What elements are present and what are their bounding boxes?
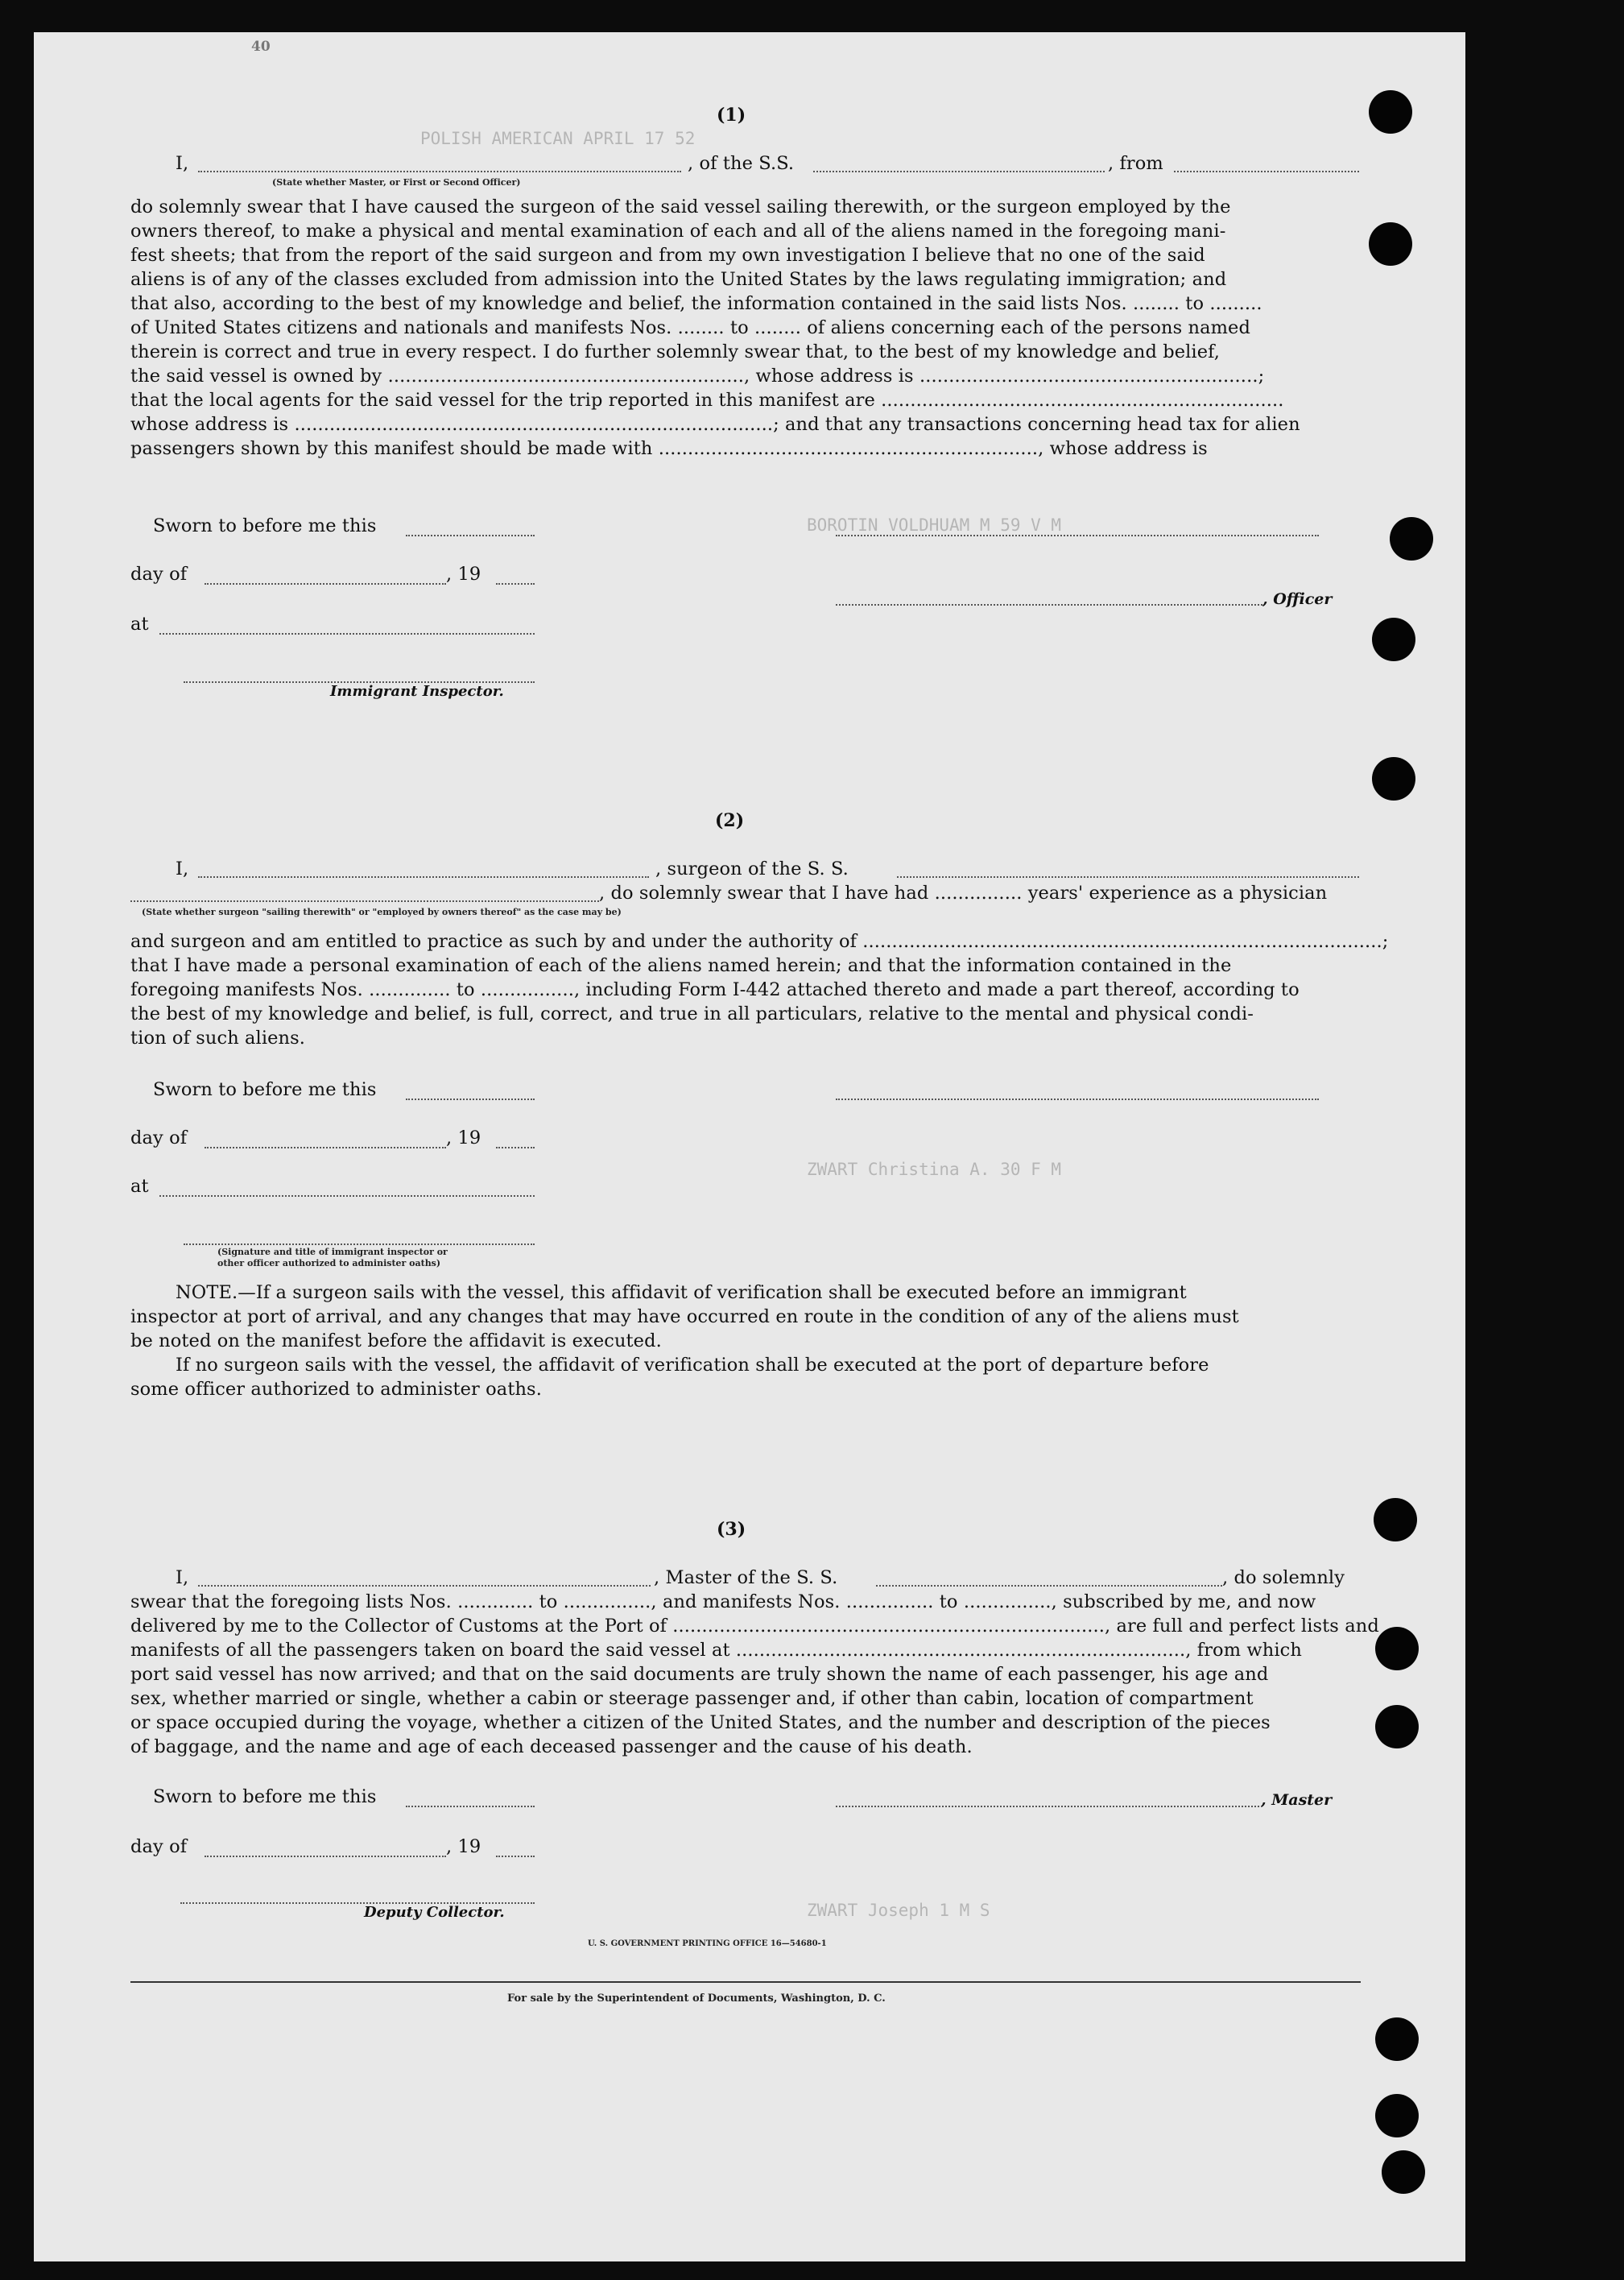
s2-body-line: tion of such aliens. <box>130 1028 306 1049</box>
s3-gpo-imprint: U. S. GOVERNMENT PRINTING OFFICE 16—54680-1 <box>588 1939 827 1948</box>
s3-year-field <box>496 1856 535 1857</box>
bleed-through-text: POLISH AMERICAN APRIL 17 52 <box>420 129 696 148</box>
s2-note-line: be noted on the manifest before the affidavit is executed. <box>130 1330 662 1351</box>
s1-inspector-label: Immigrant Inspector. <box>330 683 504 700</box>
s2-surgeon-of: , surgeon of the S. S. <box>655 859 849 879</box>
s1-officer-name-field <box>198 171 681 172</box>
s1-body-line: of United States citizens and nationals and manifests Nos. ........ to ........ of aliens concerning each of the persons named <box>130 317 1250 338</box>
s1-body-line: therein is correct and true in every respect. I do further solemnly swear that, to the best of my knowledge and belief, <box>130 341 1221 362</box>
bleed-through-text: ZWART Christina A. 30 F M <box>807 1160 1062 1179</box>
s2-note-line: If no surgeon sails with the vessel, the affidavit of verification shall be executed at the port of departure before <box>176 1355 1209 1376</box>
s3-body-line: sex, whether married or single, whether a cabin or steerage passenger and, if other than cabin, location of compartment <box>130 1688 1254 1709</box>
s1-body-line: the said vessel is owned by ............................................................., whose address is ..........................................................; <box>130 366 1265 387</box>
s3-intro: I, <box>176 1567 189 1588</box>
s2-note-line: NOTE.—If a surgeon sails with the vessel, this affidavit of verification shall be executed before an immigrant <box>176 1282 1187 1303</box>
s2-surgeon-status-field <box>130 900 599 902</box>
s1-nineteen: , 19 <box>446 564 481 585</box>
section-3-number: (3) <box>717 1519 746 1540</box>
s3-day-field <box>205 1856 446 1857</box>
s2-surgeon-note: (State whether surgeon "sailing therewith" or "employed by owners thereof" as the case may be) <box>142 907 622 917</box>
s1-from: , from <box>1108 153 1163 174</box>
s3-body-line: of baggage, and the name and age of each deceased passenger and the cause of his death. <box>130 1736 973 1757</box>
s2-body-line: foregoing manifests Nos. .............. to ................, including Form I-442 attached thereto and made a part thereof, according to <box>130 979 1300 1000</box>
s3-solemnly: , do solemnly <box>1222 1567 1345 1588</box>
s2-day-field <box>205 1147 446 1148</box>
s1-at: at <box>130 614 149 635</box>
s1-from-field <box>1174 171 1359 172</box>
s1-sworn-field <box>406 535 535 536</box>
document-page <box>34 32 1465 2261</box>
s2-surgeon-signature-line <box>836 1099 1319 1100</box>
section-2-number: (2) <box>715 810 745 831</box>
s2-day-of: day of <box>130 1128 188 1148</box>
s3-body-line: delivered by me to the Collector of Customs at the Port of .........................................................................., are full and perfect lists and <box>130 1616 1379 1637</box>
s2-vessel-field <box>897 876 1359 878</box>
s3-sworn-field <box>406 1806 535 1807</box>
s2-body-line: the best of my knowledge and belief, is full, correct, and true in all particulars, relative to the mental and physical condi- <box>130 1003 1254 1024</box>
s2-sworn: Sworn to before me this <box>153 1079 377 1100</box>
s3-nineteen: , 19 <box>446 1836 481 1857</box>
s1-body-line: that the local agents for the said vessel for the trip reported in this manifest are ..................................................................... <box>130 390 1284 411</box>
s1-vessel-field <box>813 171 1105 172</box>
bottom-rule <box>130 1981 1361 1983</box>
s1-body-line: that also, according to the best of my knowledge and belief, the information contained in the said lists Nos. ........ to ......... <box>130 293 1262 314</box>
s3-body-line: swear that the foregoing lists Nos. ............. to ..............., and manifests Nos. ............... to ..............., subscribed by me, and now <box>130 1591 1316 1612</box>
s2-year-field <box>496 1147 535 1148</box>
s3-body-line: manifests of all the passengers taken on board the said vessel at ............................................................................., from which <box>130 1640 1302 1661</box>
s2-intro: I, <box>176 859 189 879</box>
s2-nineteen: , 19 <box>446 1128 481 1148</box>
s2-sig-note: other officer authorized to administer oaths) <box>217 1258 441 1268</box>
s3-master-signature-line <box>836 1806 1259 1807</box>
s1-body-line: whose address is ..................................................................................; and that any transactions concerning head tax for alien <box>130 414 1300 435</box>
s1-at-field <box>159 633 535 635</box>
s2-note-line: inspector at port of arrival, and any changes that may have occurred en route in the condition of any of the aliens must <box>130 1306 1239 1327</box>
punch-hole <box>1372 618 1415 661</box>
s3-master-of: , Master of the S. S. <box>654 1567 838 1588</box>
s1-day-field <box>205 583 446 585</box>
s2-experience: , do solemnly swear that I have had ............... years' experience as a physician <box>599 883 1328 904</box>
punch-hole <box>1372 757 1415 801</box>
s2-body-line: and surgeon and am entitled to practice as such by and under the authority of .........................................................................................; <box>130 931 1389 952</box>
s2-sig-note: (Signature and title of immigrant inspector or <box>217 1247 448 1257</box>
punch-hole <box>1375 1705 1419 1748</box>
s1-intro: I, <box>176 153 189 174</box>
bleed-through-text: BOROTIN VOLDHUAM M 59 V M <box>807 515 1062 535</box>
s2-surgeon-name-field <box>198 876 649 878</box>
s2-sworn-field <box>406 1099 535 1100</box>
bleed-through-text: ZWART Joseph 1 M S <box>807 1901 990 1920</box>
punch-hole <box>1390 517 1433 561</box>
s1-of-ss: , of the S.S. <box>688 153 795 174</box>
s1-body-line: fest sheets; that from the report of the said surgeon and from my own investigation I believe that no one of the said <box>130 245 1205 266</box>
s1-day-of: day of <box>130 564 188 585</box>
s1-body-line: owners thereof, to make a physical and mental examination of each and all of the aliens named in the foregoing mani- <box>130 221 1226 242</box>
s2-note-line: some officer authorized to administer oaths. <box>130 1379 542 1400</box>
section-1-number: (1) <box>717 105 746 126</box>
punch-hole <box>1382 2150 1425 2194</box>
s1-sworn: Sworn to before me this <box>153 515 377 536</box>
punch-hole <box>1375 2017 1419 2061</box>
s1-year-field <box>496 583 535 585</box>
punch-hole <box>1375 1627 1419 1670</box>
s2-at: at <box>130 1176 149 1197</box>
s3-collector-label: Deputy Collector. <box>364 1904 505 1921</box>
s3-sworn: Sworn to before me this <box>153 1786 377 1807</box>
punch-hole <box>1369 222 1412 266</box>
s3-master-name-field <box>198 1585 651 1587</box>
punch-hole <box>1369 90 1412 134</box>
s1-body-line: do solemnly swear that I have caused the surgeon of the said vessel sailing therewith, or the surgeon employed by the <box>130 197 1231 217</box>
corner-mark: 40 <box>251 39 271 55</box>
s3-vessel-field <box>876 1585 1222 1587</box>
s3-day-of: day of <box>130 1836 188 1857</box>
punch-hole <box>1375 2094 1419 2137</box>
s1-body-line: aliens is of any of the classes excluded from admission into the United States by the laws regulating immigration; and <box>130 269 1227 290</box>
s1-officer-signature-line <box>836 535 1319 536</box>
s1-body-line: passengers shown by this manifest should be made with ................................................................., whose address is <box>130 438 1208 459</box>
s3-body-line: port said vessel has now arrived; and that on the said documents are truly shown the name of each passenger, his age and <box>130 1664 1269 1685</box>
s1-officer-note: (State whether Master, or First or Second Officer) <box>272 177 521 188</box>
s3-body-line: or space occupied during the voyage, whether a citizen of the United States, and the number and description of the pieces <box>130 1712 1271 1733</box>
s2-body-line: that I have made a personal examination of each of the aliens named herein; and that the information contained in the <box>130 955 1232 976</box>
s2-at-field <box>159 1195 535 1197</box>
s3-master-label: , Master <box>1261 1791 1333 1809</box>
s2-inspector-line <box>184 1243 535 1245</box>
for-sale-imprint: For sale by the Superintendent of Documents, Washington, D. C. <box>507 1992 886 2005</box>
s1-officer-label: , Officer <box>1262 590 1333 608</box>
punch-hole <box>1374 1498 1417 1541</box>
s1-officer-line <box>836 604 1262 606</box>
